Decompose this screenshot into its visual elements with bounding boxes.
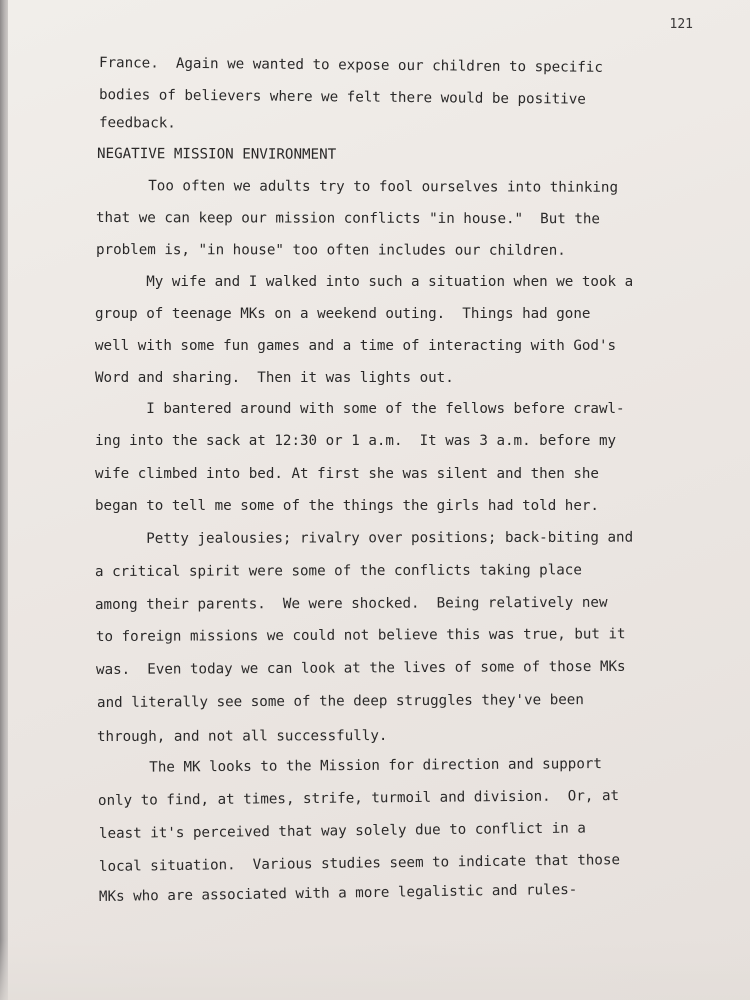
text-line: feedback. bbox=[98, 115, 176, 132]
text-line: through, and not all successfully. bbox=[96, 727, 388, 745]
text-line: that we can keep our mission conflicts "in house." But the bbox=[95, 210, 600, 228]
text-line: among their parents. We were shocked. Being relatively new bbox=[94, 594, 608, 613]
text-line: MKs who are associated with a more legalistic and rules- bbox=[98, 881, 578, 905]
text-line: well with some fun games and a time of interacting with God's bbox=[95, 338, 617, 354]
text-line: Petty jealousies; rivalry over positions; back-biting and bbox=[94, 529, 634, 547]
text-line: The MK looks to the Mission for direction and support bbox=[97, 756, 603, 776]
text-line: to foreign missions we could not believe this was true, but it bbox=[95, 626, 626, 645]
text-line: Too often we adults try to fool ourselves into thinking bbox=[96, 178, 619, 196]
text-line: bodies of believers where we felt there would be positive bbox=[98, 87, 586, 108]
text-line: least it's perceived that way solely due to conflict in a bbox=[98, 820, 586, 842]
text-line: France. Again we wanted to expose our children to specific bbox=[98, 55, 604, 76]
section-heading: NEGATIVE MISSION ENVIRONMENT bbox=[96, 146, 337, 163]
text-line: and literally see some of the deep struggles they've been bbox=[96, 692, 584, 711]
text-line: Word and sharing. Then it was lights out. bbox=[95, 370, 454, 386]
text-line: problem is, "in house" too often includes our children. bbox=[95, 242, 566, 259]
text-line: I bantered around with some of the fellows before crawl- bbox=[95, 401, 625, 417]
text-line: only to find, at times, strife, turmoil and division. Or, at bbox=[97, 787, 620, 809]
text-line: group of teenage MKs on a weekend outing. Things had gone bbox=[95, 306, 591, 322]
text-line: local situation. Various studies seem to indicate that those bbox=[98, 852, 621, 875]
text-line: My wife and I walked into such a situation when we took a bbox=[95, 274, 634, 290]
text-line: began to tell me some of the things the girls had told her. bbox=[95, 498, 599, 514]
text-line: ing into the sack at 12:30 or 1 a.m. It was 3 a.m. before my bbox=[95, 433, 617, 449]
text-line: was. Even today we can look at the lives of some of those MKs bbox=[95, 658, 626, 678]
text-line: wife climbed into bed. At first she was silent and then she bbox=[95, 466, 599, 482]
text-line: a critical spirit were some of the conflicts taking place bbox=[94, 562, 582, 580]
page-number: 121 bbox=[669, 17, 693, 32]
